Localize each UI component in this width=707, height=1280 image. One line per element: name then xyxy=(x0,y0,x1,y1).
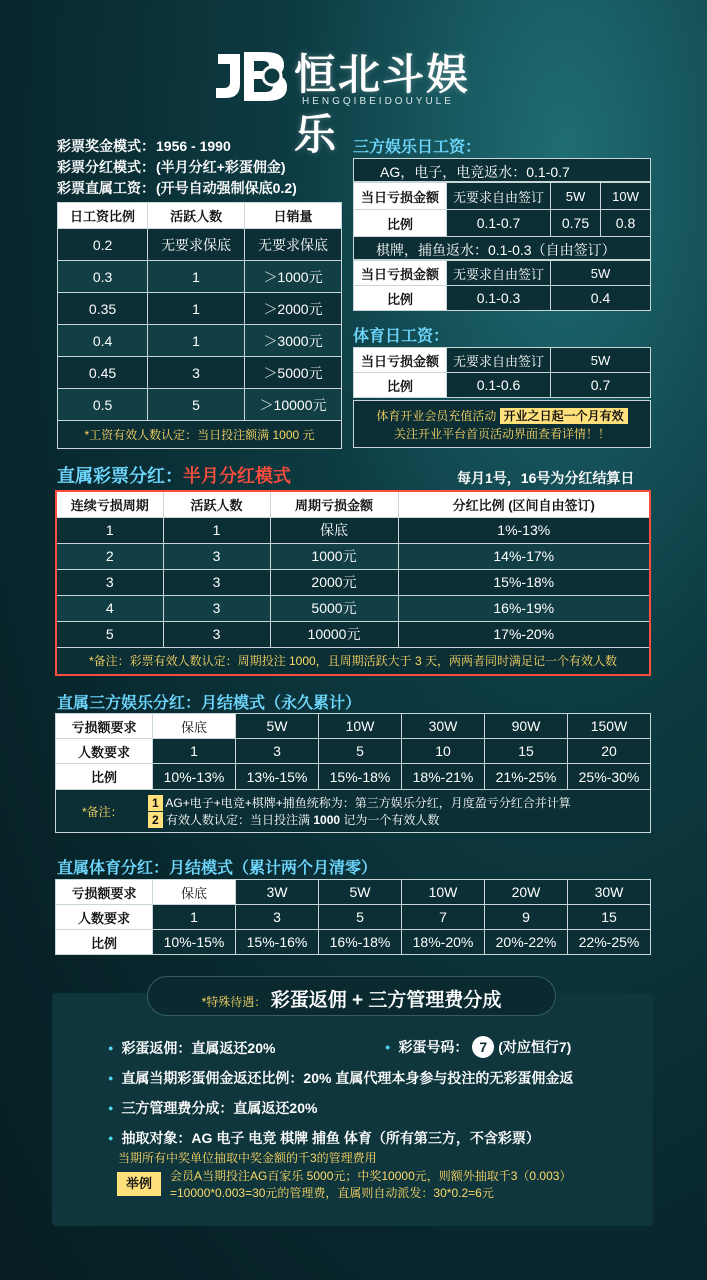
table-cell: 0.4 xyxy=(58,325,148,357)
ag-table xyxy=(353,182,651,237)
table-cell: 5 xyxy=(148,389,245,421)
lucky-number xyxy=(385,1036,571,1058)
table-cell: 0.2 xyxy=(58,229,148,261)
table-cell: 10W xyxy=(319,714,402,739)
table-cell: 17%-20% xyxy=(398,621,650,647)
table-cell: 保底 xyxy=(153,880,236,905)
note-line-1: AG+电子+电竞+棋牌+捕鱼统称为：第三方娱乐分红，月度盈亏分红合并计算 xyxy=(165,796,571,810)
table-cell: 20%-22% xyxy=(485,930,568,955)
table-cell: 9 xyxy=(485,905,568,930)
special-pill xyxy=(147,976,556,1016)
table-cell: 3 xyxy=(163,569,270,595)
chess-title: 棋牌，捕鱼返水：0.1-0.3（自由签订） xyxy=(353,236,651,260)
lottery-div-table xyxy=(55,490,651,676)
intro-value: (半月分红+彩蛋佣金) xyxy=(156,159,286,175)
table-cell: 3W xyxy=(236,880,319,905)
table-cell: 3 xyxy=(163,543,270,569)
sports-div-table xyxy=(55,879,651,955)
table-cell: 保底 xyxy=(270,517,398,543)
table-cell: 0.4 xyxy=(551,286,651,311)
table-cell: 0.7 xyxy=(551,373,651,398)
example-text xyxy=(170,1168,571,1202)
table-cell: 无要求自由签订 xyxy=(447,183,551,210)
table-cell: 2 xyxy=(56,543,163,569)
table-cell: 90W xyxy=(485,714,568,739)
table-cell: 20 xyxy=(568,739,651,764)
third-party-title: 三方娱乐日工资： xyxy=(353,139,482,156)
table-cell: 比例 xyxy=(56,764,153,790)
example-tag: 举例 xyxy=(117,1172,161,1196)
table-cell: 16%-18% xyxy=(319,930,402,955)
special-sub: 当期所有中奖单位抽取中奖金额的千3的管理费用 xyxy=(118,1151,377,1165)
lottery-div-title: 直属彩票分红：半月分红模式 xyxy=(57,466,291,486)
table-cell: 5W xyxy=(551,348,651,373)
table-cell: 0.45 xyxy=(58,357,148,389)
lucky-number-ball: 7 xyxy=(472,1036,494,1058)
table-cell: 0.1-0.7 xyxy=(447,210,551,237)
table-cell: 当日亏损金额 xyxy=(354,348,447,373)
note-label: *备注： xyxy=(82,805,123,819)
ag-title: AG，电子，电竞返水：0.1-0.7 xyxy=(353,158,651,182)
sports-title: 体育日工资： xyxy=(353,328,450,345)
table-cell: 无要求自由签订 xyxy=(447,348,551,373)
table-cell: 16%-19% xyxy=(398,595,650,621)
table-cell: 1 xyxy=(163,517,270,543)
table-cell: 当日亏损金额 xyxy=(354,183,447,210)
intro-label: 彩票直属工资： xyxy=(57,180,155,196)
table-cell: 比例 xyxy=(56,930,153,955)
table-cell: 1 xyxy=(148,293,245,325)
table-cell: 30W xyxy=(402,714,485,739)
table-cell: 5 xyxy=(56,621,163,647)
table-header: 日工资比例 xyxy=(58,203,148,229)
table-cell: 1 xyxy=(56,517,163,543)
example-line-1: 会员A当期投注AG百家乐 5000元；中奖10000元，则额外抽取千3（0.003） xyxy=(170,1169,572,1183)
table-cell: 人数要求 xyxy=(56,739,153,764)
table-cell: 150W xyxy=(568,714,651,739)
example-line-2: =10000*0.003=30元的管理费，直属则自动派发：30*0.2=6元 xyxy=(170,1186,494,1200)
special-small: *特殊待遇： xyxy=(201,995,267,1009)
wage-table xyxy=(57,202,342,449)
table-cell: 10 xyxy=(402,739,485,764)
table-cell: 15%-18% xyxy=(319,764,402,790)
note-line-2b: 1000 xyxy=(313,813,341,827)
table-cell: 5W xyxy=(551,261,651,286)
table-cell: 保底 xyxy=(153,714,236,739)
intro-value: 1956 - 1990 xyxy=(156,138,231,154)
table-cell: 5W xyxy=(551,183,601,210)
brand-mark-icon xyxy=(210,46,292,102)
third-div-table xyxy=(55,713,651,790)
table-cell: 7 xyxy=(402,905,485,930)
table-cell: 比例 xyxy=(354,373,447,398)
special-bullet-1: ● 彩蛋返佣：直属返还20% xyxy=(108,1038,275,1058)
table-cell: 15 xyxy=(485,739,568,764)
table-cell: 22%-25% xyxy=(568,930,651,955)
sports-note xyxy=(353,400,651,448)
special-title: 彩蛋返佣 + 三方管理费分成 xyxy=(270,990,502,1011)
table-cell: 比例 xyxy=(354,210,447,237)
table-cell: 0.3 xyxy=(58,261,148,293)
note-number-2: 2 xyxy=(148,812,163,828)
table-cell: ＞3000元 xyxy=(245,325,342,357)
table-cell: 5000元 xyxy=(270,595,398,621)
table-cell: 21%-25% xyxy=(485,764,568,790)
table-cell: 10W xyxy=(402,880,485,905)
lottery-div-settle: 每月1号，16号为分红结算日 xyxy=(457,470,635,486)
table-cell: 0.5 xyxy=(58,389,148,421)
intro-label: 彩票分红模式： xyxy=(57,159,155,175)
table-cell: 1000元 xyxy=(270,543,398,569)
table-header: 活跃人数 xyxy=(148,203,245,229)
table-cell: ＞1000元 xyxy=(245,261,342,293)
table-cell: 3 xyxy=(56,569,163,595)
chess-table xyxy=(353,260,651,311)
special-bullet-4: ● 抽取对象：AG 电子 电竞 棋牌 捕鱼 体育（所有第三方，不含彩票） xyxy=(108,1128,540,1148)
table-cell: 无要求自由签订 xyxy=(447,261,551,286)
table-cell: 18%-21% xyxy=(402,764,485,790)
sports-note-text: 体育开业会员充值活动 xyxy=(376,409,497,423)
table-cell: 1 xyxy=(153,905,236,930)
table-cell: 5 xyxy=(319,905,402,930)
table-cell: ＞2000元 xyxy=(245,293,342,325)
table-cell: 14%-17% xyxy=(398,543,650,569)
special-bullet-2: ● 直属当期彩蛋佣金返还比例：20% 直属代理本身参与投注的无彩蛋佣金返 xyxy=(108,1068,573,1088)
table-cell: 1%-13% xyxy=(398,517,650,543)
table-header: 连续亏损周期 xyxy=(56,491,163,517)
table-cell: 18%-20% xyxy=(402,930,485,955)
table-cell: 0.1-0.6 xyxy=(447,373,551,398)
table-cell: 1 xyxy=(153,739,236,764)
wage-note: *工资有效人数认定：当日投注额满 1000 元 xyxy=(58,421,342,449)
table-cell: 3 xyxy=(163,595,270,621)
table-cell: 人数要求 xyxy=(56,905,153,930)
sports-table xyxy=(353,347,651,398)
table-cell: 亏损额要求 xyxy=(56,880,153,905)
table-cell: ＞10000元 xyxy=(245,389,342,421)
table-cell: 亏损额要求 xyxy=(56,714,153,739)
intro-label: 彩票奖金模式： xyxy=(57,138,155,154)
brand-pinyin: HENGQIBEIDOUYULE xyxy=(302,96,454,107)
sports-note-highlight: 开业之日起一个月有效 xyxy=(500,408,628,424)
lottery-div-note: *备注：彩票有效人数认定：周期投注 1000，且周期活跃大于 3 天，两两者同时满足记一个有效人数 xyxy=(56,647,650,675)
special-bullet-3: ● 三方管理费分成：直属返还20% xyxy=(108,1098,317,1118)
table-header: 分红比例 (区间自由签订) xyxy=(398,491,650,517)
table-cell: 25%-30% xyxy=(568,764,651,790)
brand-name: 恒北斗娱乐 xyxy=(294,51,471,158)
table-cell: 0.35 xyxy=(58,293,148,325)
table-cell: 10%-15% xyxy=(153,930,236,955)
table-cell: 15%-18% xyxy=(398,569,650,595)
note-line-2a: 有效人数认定：当日投注满 xyxy=(166,813,314,827)
table-cell: 无要求保底 xyxy=(245,229,342,261)
table-cell: 2000元 xyxy=(270,569,398,595)
table-header: 日销量 xyxy=(245,203,342,229)
lucky-number-label: ● 彩蛋号码： xyxy=(385,1039,468,1055)
intro-block xyxy=(57,136,297,199)
intro-value: (开号自动强制保底0.2) xyxy=(156,180,297,196)
table-cell: 3 xyxy=(163,621,270,647)
table-cell: 5 xyxy=(319,739,402,764)
table-cell: 13%-15% xyxy=(236,764,319,790)
table-cell: 当日亏损金额 xyxy=(354,261,447,286)
table-cell: 4 xyxy=(56,595,163,621)
table-cell: 10W xyxy=(601,183,651,210)
table-cell: 3 xyxy=(236,905,319,930)
table-cell: 1 xyxy=(148,261,245,293)
sports-div-title: 直属体育分红：月结模式（累计两个月清零） xyxy=(57,860,378,877)
third-div-note xyxy=(55,789,651,833)
table-cell: 3 xyxy=(236,739,319,764)
table-cell: 比例 xyxy=(354,286,447,311)
note-number-1: 1 xyxy=(148,795,163,811)
table-header: 周期亏损金额 xyxy=(270,491,398,517)
sports-note-text2: 关注开业平台首页活动界面查看详情！！ xyxy=(393,427,610,441)
table-cell: 30W xyxy=(568,880,651,905)
table-cell: 无要求保底 xyxy=(148,229,245,261)
table-cell: 3 xyxy=(148,357,245,389)
lucky-number-note: (对应恒行7) xyxy=(498,1039,572,1055)
table-cell: 20W xyxy=(485,880,568,905)
table-cell: 5W xyxy=(236,714,319,739)
third-div-title: 直属三方娱乐分红：月结模式（永久累计） xyxy=(57,695,362,712)
table-cell: ＞5000元 xyxy=(245,357,342,389)
table-cell: 10000元 xyxy=(270,621,398,647)
table-cell: 5W xyxy=(319,880,402,905)
table-cell: 10%-13% xyxy=(153,764,236,790)
table-cell: 0.1-0.3 xyxy=(447,286,551,311)
table-header: 活跃人数 xyxy=(163,491,270,517)
note-line-2c: 记为一个有效人数 xyxy=(340,813,440,827)
table-cell: 0.75 xyxy=(551,210,601,237)
table-cell: 15 xyxy=(568,905,651,930)
table-cell: 0.8 xyxy=(601,210,651,237)
table-cell: 1 xyxy=(148,325,245,357)
table-cell: 15%-16% xyxy=(236,930,319,955)
